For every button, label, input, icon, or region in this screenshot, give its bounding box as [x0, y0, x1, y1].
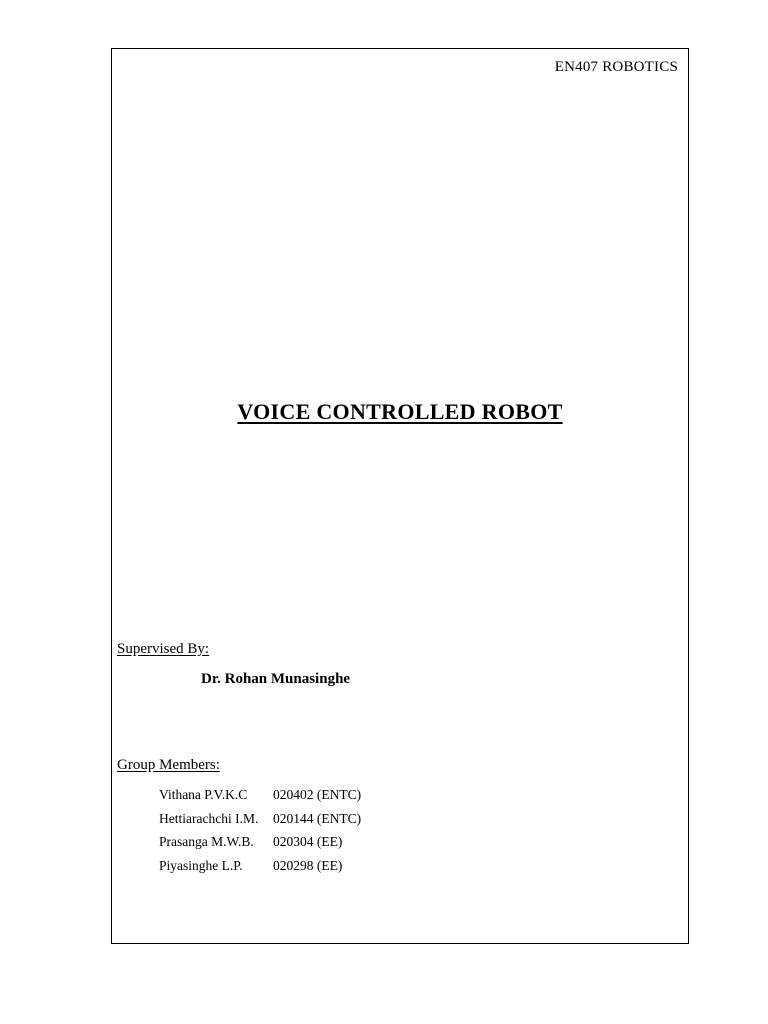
- supervised-by-label: Supervised By:: [117, 641, 210, 657]
- group-members-label: Group Members:: [117, 757, 220, 773]
- supervisor-name: Dr. Rohan Munasinghe: [201, 671, 351, 687]
- member-id: 020402 (ENTC): [273, 787, 362, 802]
- member-id: 020298 (EE): [273, 857, 343, 873]
- member-id: 020304 (EE): [273, 834, 343, 849]
- member-id: 020144 (ENTC): [273, 810, 362, 826]
- member-row: [159, 807, 433, 831]
- course-code: EN407 ROBOTICS: [554, 59, 678, 75]
- member-row: [159, 854, 433, 878]
- member-name: Prasanga M.W.B.: [159, 834, 254, 849]
- member-row: [159, 783, 433, 807]
- members-list: [159, 783, 433, 877]
- page-frame: [111, 48, 689, 944]
- member-name: Piyasinghe L.P.: [159, 857, 243, 873]
- member-name: Hettiarachchi I.M.: [159, 810, 259, 826]
- member-name: Vithana P.V.K.C: [159, 787, 248, 802]
- document-title: VOICE CONTROLLED ROBOT: [237, 399, 563, 424]
- member-row: [159, 830, 433, 854]
